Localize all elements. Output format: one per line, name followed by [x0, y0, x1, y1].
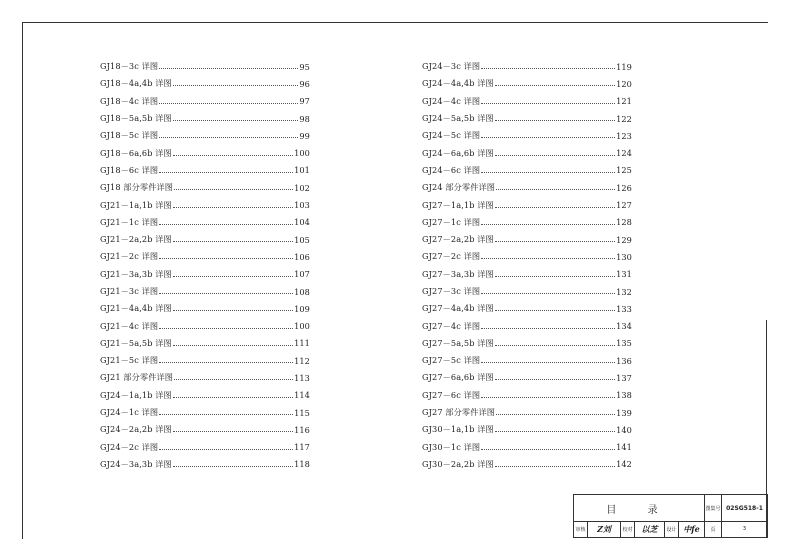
toc-leader-dots: [159, 137, 298, 138]
toc-leader-dots: [495, 431, 615, 432]
toc-entry-label: GJ27－5a,5b 详图: [422, 337, 494, 348]
toc-entry-page: 103: [294, 200, 310, 211]
toc-entry-label: GJ27－3a,3b 详图: [422, 268, 494, 279]
toc-entry: [422, 179, 632, 196]
toc-entry: [100, 266, 310, 283]
toc-entry-label: GJ18－4a,4b 详图: [100, 78, 172, 89]
toc-entry-page: 101: [294, 165, 310, 176]
design-signature: [679, 521, 705, 537]
toc-entry: [422, 75, 632, 92]
toc-leader-dots: [159, 68, 298, 69]
toc-entry: [422, 300, 632, 317]
toc-entry-page: 132: [616, 286, 632, 297]
toc-entry: [422, 283, 632, 300]
toc-entry-page: 113: [294, 372, 310, 383]
toc-entry: [100, 127, 310, 144]
toc-leader-dots: [173, 155, 293, 156]
toc-entry-page: 134: [616, 321, 632, 332]
toc-entry-page: 122: [616, 113, 632, 124]
toc-leader-dots: [173, 276, 293, 277]
toc-entry-page: 105: [294, 234, 310, 245]
toc-entry-label: GJ24－5c 详图: [422, 130, 481, 141]
toc-leader-dots: [159, 258, 293, 259]
toc-entry-page: 98: [299, 113, 310, 124]
toc-entry-page: 109: [294, 303, 310, 314]
toc-entry-page: 100: [294, 148, 310, 159]
toc-entry-page: 96: [299, 78, 310, 89]
toc-entry: [422, 387, 632, 404]
toc-entry-page: 127: [616, 200, 632, 211]
toc-leader-dots: [173, 207, 293, 208]
toc-entry-page: 118: [294, 459, 310, 470]
toc-leader-dots: [495, 241, 615, 242]
toc-entry: [100, 387, 310, 404]
toc-leader-dots: [159, 449, 293, 450]
toc-entry-page: 112: [294, 355, 310, 366]
toc-entry: [100, 421, 310, 438]
toc-entry-label: GJ18－5c 详图: [100, 130, 159, 141]
toc-leader-dots: [495, 120, 615, 121]
toc-leader-dots: [481, 258, 615, 259]
toc-entry-page: 108: [294, 286, 310, 297]
toc-entry-label: GJ27 部分零件详图: [422, 407, 496, 418]
toc-entry: [422, 335, 632, 352]
toc-entry-label: GJ24－3c 详图: [422, 61, 481, 72]
toc-entry-page: 107: [294, 269, 310, 280]
toc-leader-dots: [495, 379, 615, 380]
toc-entry-label: GJ24－2a,2b 详图: [100, 424, 172, 435]
toc-leader-dots: [159, 172, 293, 173]
toc-entry: [422, 93, 632, 110]
toc-entry-label: GJ27－2a,2b 详图: [422, 234, 494, 245]
toc-leader-dots: [481, 449, 615, 450]
toc-entry: [100, 439, 310, 456]
toc-entry: [100, 144, 310, 161]
toc-leader-dots: [495, 85, 615, 86]
toc-entry: [100, 75, 310, 92]
toc-entry-label: GJ27－6c 详图: [422, 389, 481, 400]
toc-entry-label: GJ27－2c 详图: [422, 251, 481, 262]
toc-entry: [100, 110, 310, 127]
toc-entry-page: 131: [616, 269, 632, 280]
toc-entry-label: GJ18 部分零件详图: [100, 182, 174, 193]
page-number: 3: [742, 526, 747, 532]
toc-entry-label: GJ21－3c 详图: [100, 286, 159, 296]
toc-entry-page: 120: [616, 78, 632, 89]
toc-entry-label: GJ18－5a,5b 详图: [100, 113, 172, 124]
toc-entry-label: GJ24 部分零件详图: [422, 182, 496, 193]
check-sign: 以芝: [641, 523, 658, 534]
toc-entry-label: GJ21－5a,5b 详图: [100, 337, 172, 348]
toc-entry-page: 130: [616, 251, 632, 262]
toc-leader-dots: [481, 397, 615, 398]
toc-entry-label: GJ24－3a,3b 详图: [100, 458, 172, 469]
toc-entry-page: 140: [616, 424, 632, 435]
toc-entry: [422, 110, 632, 127]
toc-leader-dots: [173, 397, 293, 398]
toc-entry-page: 99: [299, 130, 310, 141]
toc-entry: [422, 439, 632, 456]
toc-leader-dots: [481, 293, 615, 294]
toc-entry-label: GJ30－1a,1b 详图: [422, 424, 494, 435]
toc-entry-label: GJ21－3a,3b 详图: [100, 268, 172, 279]
toc-entry-label: GJ27－3c 详图: [422, 286, 481, 296]
toc-entry-page: 141: [616, 442, 632, 453]
toc-entry-label: GJ27－4a,4b 详图: [422, 303, 494, 314]
review-signature: [588, 521, 621, 537]
toc-entry-page: 119: [616, 61, 632, 72]
toc-entry-page: 125: [616, 165, 632, 176]
toc-entry-label: GJ24－4a,4b 详图: [422, 78, 494, 89]
toc-entry: [422, 266, 632, 283]
toc-entry-page: 128: [616, 217, 632, 228]
toc-entry-page: 135: [616, 338, 632, 349]
toc-entry: [100, 196, 310, 213]
toc-leader-dots: [481, 224, 615, 225]
toc-entry-label: GJ21－5c 详图: [100, 355, 159, 366]
toc-entry-page: 100: [294, 321, 310, 332]
toc-entry-label: GJ18－4c 详图: [100, 95, 159, 106]
toc-entry-label: GJ21－2c 详图: [100, 251, 159, 262]
toc-entry-page: 139: [616, 407, 632, 418]
toc-leader-dots: [173, 241, 293, 242]
toc-leader-dots: [159, 103, 298, 104]
toc-entry: [422, 352, 632, 369]
toc-right-column: [422, 58, 632, 473]
toc-leader-dots: [173, 85, 299, 86]
toc-leader-dots: [481, 137, 615, 138]
toc-entry-label: GJ24－4c 详图: [422, 95, 481, 106]
toc-entry: [100, 93, 310, 110]
toc-entry: [422, 231, 632, 248]
review-label: 审核: [574, 521, 588, 537]
toc-entry-page: 142: [616, 459, 632, 470]
toc-entry-page: 137: [616, 372, 632, 383]
check-signature: [635, 521, 665, 537]
toc-entry: [100, 179, 310, 196]
title-block-title: 目 录: [574, 495, 705, 521]
toc-leader-dots: [496, 414, 615, 415]
toc-entry-page: 95: [299, 61, 310, 72]
toc-entry-page: 129: [616, 234, 632, 245]
toc-entry-page: 138: [616, 390, 632, 401]
toc-entry: [422, 144, 632, 161]
toc-entry-label: GJ18－3c 详图: [100, 61, 159, 72]
toc-leader-dots: [495, 466, 615, 467]
toc-entry-label: GJ18－6c 详图: [100, 164, 159, 175]
toc-entry-label: GJ27－6a,6b 详图: [422, 372, 494, 383]
toc-leader-dots: [173, 345, 293, 346]
toc-entry-page: 104: [294, 217, 310, 228]
toc-entry-page: 121: [616, 96, 632, 107]
toc-entry-label: GJ24－5a,5b 详图: [422, 113, 494, 124]
toc-entry-page: 114: [294, 390, 310, 401]
toc-entry: [100, 214, 310, 231]
toc-leader-dots: [481, 68, 615, 69]
toc-entry: [422, 421, 632, 438]
toc-entry-label: GJ27－4c 详图: [422, 320, 481, 331]
toc-entry-label: GJ24－1a,1b 详图: [100, 389, 172, 400]
toc-entry-label: GJ21－4a,4b 详图: [100, 303, 172, 314]
toc-leader-dots: [159, 293, 293, 294]
toc-entry-page: 116: [294, 424, 310, 435]
toc-entry-label: GJ27－1c 详图: [422, 216, 481, 227]
toc-entry-label: GJ21－1a,1b 详图: [100, 199, 172, 210]
toc-entry-label: GJ21－1c 详图: [100, 216, 159, 227]
toc-entry: [100, 283, 310, 300]
toc-leader-dots: [495, 276, 615, 277]
toc-entry-page: 123: [616, 130, 632, 141]
toc-entry-page: 115: [294, 407, 310, 418]
title-block: [573, 494, 768, 538]
toc-entry-page: 97: [299, 96, 310, 107]
check-label: 校对: [621, 521, 635, 537]
toc-leader-dots: [174, 189, 293, 190]
toc-leader-dots: [159, 362, 293, 363]
toc-entry: [422, 248, 632, 265]
toc-entry: [100, 317, 310, 334]
toc-entry: [100, 335, 310, 352]
toc-entry: [100, 248, 310, 265]
toc-leader-dots: [495, 310, 615, 311]
toc-leader-dots: [495, 155, 615, 156]
toc-leader-dots: [159, 328, 293, 329]
toc-leader-dots: [174, 379, 293, 380]
toc-entry: [100, 404, 310, 421]
toc-entry-label: GJ24－6a,6b 详图: [422, 147, 494, 158]
toc-entry: [100, 300, 310, 317]
design-sign: 中fe: [683, 523, 700, 534]
toc-entry: [422, 369, 632, 386]
toc-leader-dots: [496, 189, 615, 190]
toc-entry-page: 124: [616, 148, 632, 159]
toc-entry-label: GJ21－4c 详图: [100, 320, 159, 331]
toc-entry-page: 136: [616, 355, 632, 366]
toc-entry: [100, 369, 310, 386]
toc-leader-dots: [173, 310, 293, 311]
toc-leader-dots: [481, 328, 615, 329]
toc-entry: [422, 127, 632, 144]
page-label: 页: [705, 521, 722, 537]
toc-entry-label: GJ24－6c 详图: [422, 164, 481, 175]
toc-entry-page: 126: [616, 182, 632, 193]
toc-entry: [100, 162, 310, 179]
toc-entry: [422, 214, 632, 231]
toc-leader-dots: [159, 224, 293, 225]
toc-entry: [422, 404, 632, 421]
toc-left-column: [100, 58, 310, 473]
toc-entry-label: GJ24－1c 详图: [100, 407, 159, 418]
toc-entry: [422, 196, 632, 213]
toc-leader-dots: [173, 466, 293, 467]
toc-leader-dots: [173, 120, 299, 121]
design-label: 设计: [665, 521, 679, 537]
toc-entry: [100, 352, 310, 369]
toc-entry: [100, 456, 310, 473]
toc-entry-page: 111: [294, 338, 310, 349]
toc-entry-label: GJ27－5c 详图: [422, 355, 481, 366]
toc-leader-dots: [495, 345, 615, 346]
toc-entry-label: GJ21－2a,2b 详图: [100, 234, 172, 245]
atlas-number-label: 图集号: [705, 495, 722, 521]
toc-entry-label: GJ18－6a,6b 详图: [100, 147, 172, 158]
toc-leader-dots: [159, 414, 293, 415]
toc-entry-page: 117: [294, 442, 310, 453]
atlas-number: 02SG518-1: [726, 504, 763, 512]
toc-leader-dots: [481, 172, 615, 173]
toc-leader-dots: [481, 103, 615, 104]
toc-entry: [422, 456, 632, 473]
toc-entry-page: 106: [294, 251, 310, 262]
toc-entry-page: 102: [294, 182, 310, 193]
toc-entry-label: GJ30－2a,2b 详图: [422, 458, 494, 469]
toc-leader-dots: [173, 431, 293, 432]
toc-entry-label: GJ24－2c 详图: [100, 441, 159, 452]
toc-entry-label: GJ30－1c 详图: [422, 441, 481, 452]
toc-leader-dots: [495, 207, 615, 208]
toc-leader-dots: [481, 362, 615, 363]
toc-entry: [422, 58, 632, 75]
toc-entry-label: GJ21 部分零件详图: [100, 372, 174, 383]
toc-entry: [422, 162, 632, 179]
toc-entry: [100, 58, 310, 75]
toc-entry-label: GJ27－1a,1b 详图: [422, 199, 494, 210]
toc-entry: [422, 317, 632, 334]
toc-entry-page: 133: [616, 303, 632, 314]
review-sign: Z刘: [597, 523, 611, 534]
toc-entry: [100, 231, 310, 248]
